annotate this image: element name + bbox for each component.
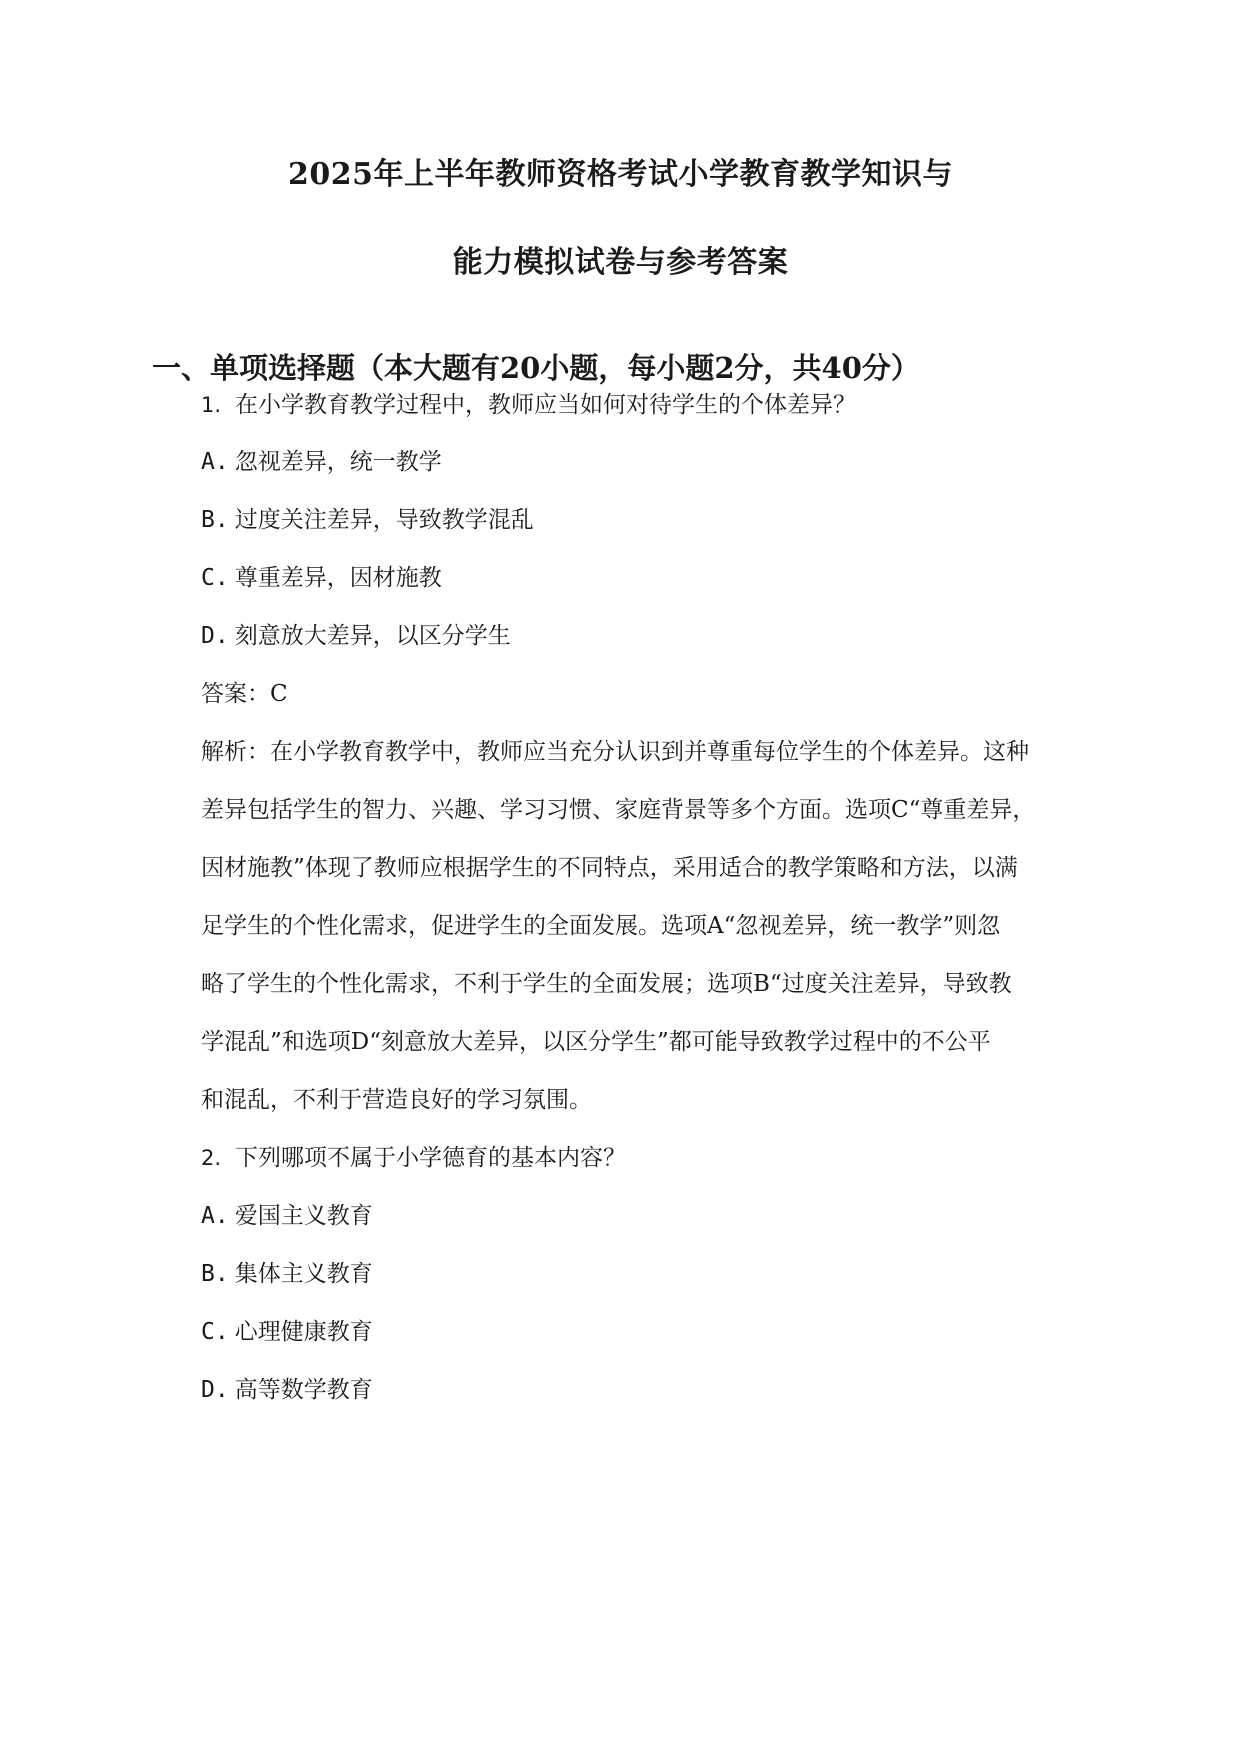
question-1-analysis-line-5: 略了学生的个性化需求，不利于学生的全面发展；选项B“过度关注差异，导致教 <box>201 971 1012 997</box>
section-heading: 一、单项选择题（本大题有20小题，每小题2分，共40分） <box>152 351 920 385</box>
question-1-text: 在小学教育教学过程中，教师应当如何对待学生的个体差异？ <box>235 392 857 418</box>
question-2-number: 2. <box>201 1146 222 1170</box>
option-text: 高等数学教育 <box>234 1377 373 1403</box>
question-2-option-d <box>201 1379 373 1402</box>
option-text: 尊重差异，因材施教 <box>234 565 442 591</box>
question-1-answer: 答案：C <box>201 681 288 707</box>
question-2-option-c <box>201 1321 373 1344</box>
question-1-stem <box>201 394 856 417</box>
option-letter: B. <box>201 507 229 533</box>
option-text: 过度关注差异，导致教学混乱 <box>234 507 534 533</box>
option-text: 集体主义教育 <box>234 1261 373 1287</box>
question-1-analysis-line-7: 和混乱，不利于营造良好的学习氛围。 <box>201 1087 592 1113</box>
question-1-analysis-line-3: 因材施教”体现了教师应根据学生的不同特点，采用适合的教学策略和方法，以满 <box>201 855 1018 881</box>
option-text: 忽视差异，统一教学 <box>234 449 442 475</box>
question-1-number: 1. <box>201 393 222 417</box>
option-letter: D. <box>201 1377 229 1403</box>
question-1-analysis-line-1: 解析：在小学教育教学中，教师应当充分认识到并尊重每位学生的个体差异。这种 <box>201 739 1029 765</box>
question-2-option-a <box>201 1205 373 1228</box>
question-1-option-d <box>201 625 511 648</box>
option-text: 心理健康教育 <box>234 1319 373 1345</box>
option-letter: A. <box>201 1203 229 1229</box>
option-text: 刻意放大差异，以区分学生 <box>234 623 511 649</box>
option-letter: C. <box>201 565 229 591</box>
option-letter: A. <box>201 449 229 475</box>
question-2-stem <box>201 1147 626 1170</box>
option-letter: D. <box>201 623 229 649</box>
document-title-line-1: 2025年上半年教师资格考试小学教育教学知识与 <box>288 157 953 192</box>
question-1-option-c <box>201 567 442 590</box>
question-1-analysis-line-2: 差异包括学生的智力、兴趣、学习习惯、家庭背景等多个方面。选项C“尊重差异， <box>201 797 1036 823</box>
option-text: 爱国主义教育 <box>234 1203 373 1229</box>
document-title-line-2: 能力模拟试卷与参考答案 <box>452 245 789 280</box>
question-1-analysis-line-6: 学混乱”和选项D“刻意放大差异，以区分学生”都可能导致教学过程中的不公平 <box>201 1029 991 1055</box>
option-letter: B. <box>201 1261 229 1287</box>
question-1-option-a <box>201 451 442 474</box>
question-2-text: 下列哪项不属于小学德育的基本内容？ <box>235 1145 627 1171</box>
question-1-analysis-line-4: 足学生的个性化需求，促进学生的全面发展。选项A“忽视差异，统一教学”则忽 <box>201 913 1001 939</box>
question-2-option-b <box>201 1263 373 1286</box>
question-1-option-b <box>201 509 534 532</box>
option-letter: C. <box>201 1319 229 1345</box>
